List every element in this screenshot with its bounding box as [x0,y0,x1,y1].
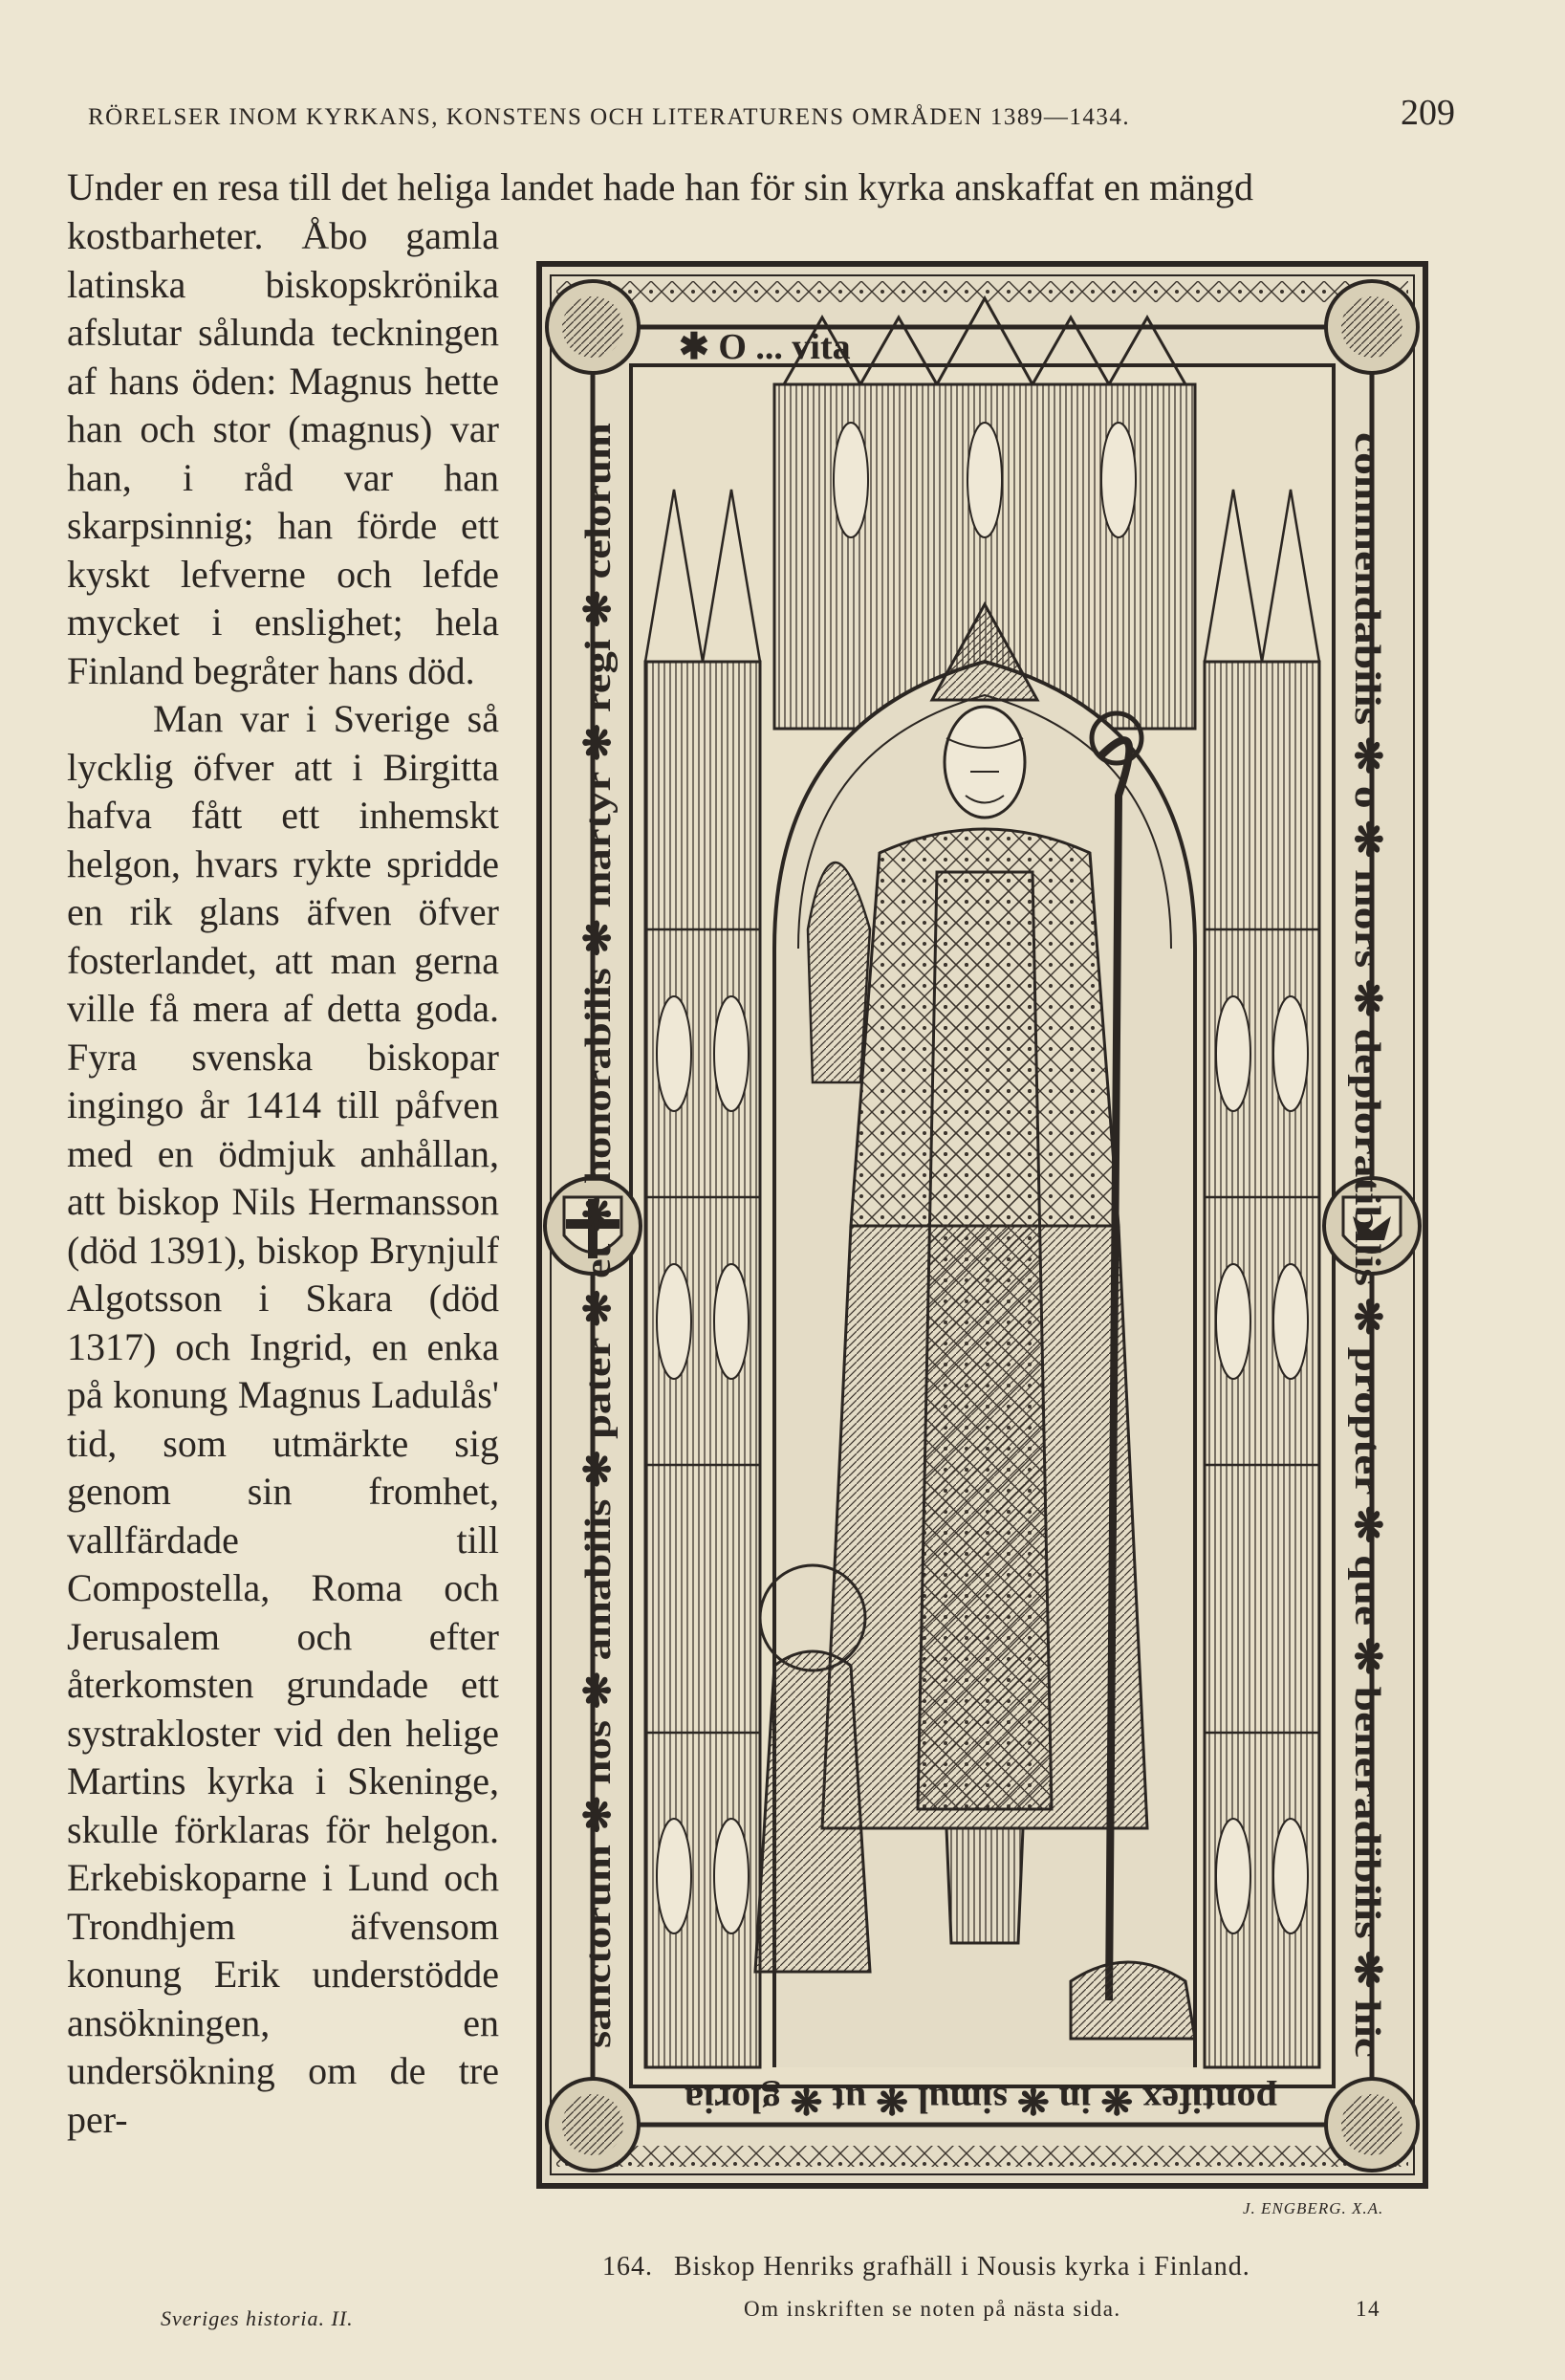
running-header [88,92,1455,134]
figure-caption-text: Biskop Henriks grafhäll i Nousis kyrka i Finland. [674,2252,1250,2282]
figure-caption [602,2252,1250,2282]
inscription-left: sanctorum ❋ nos ❋ amabilis ❋ pater ❋ et ❋ honorabilis ❋ martyr ❋ regi ❋ celorum [578,727,619,2048]
running-title: RÖRELSER INOM KYRKANS, KONSTENS OCH LITERATURENS OMRÅDEN 1389—1434. [88,104,1131,130]
text-column [67,212,499,2144]
inscription-bottom: pontifex ❋ in ❋ simul ❋ ut ❋ gloria [685,2080,1277,2120]
inscription-top: ✱ O ... vita [679,327,851,367]
signature-mark: 14 [1356,2297,1380,2321]
tomb-slab-engraving [535,260,1429,2211]
paragraph-1: kostbarheter. Åbo gamla latinska biskopskrönika afslutar sålunda teckningen af hans öden: Magnus hette han och stor (magnus) var han, i råd var han skarpsinnig; han förde ett kyskt lefverne och lefde mycket i enslighet; hela Finland begråter hans död. [67,214,499,692]
first-line: Under en resa till det heliga landet hade han för sin kyrka anskaffat en mängd [67,165,1254,208]
figure-subcaption [744,2297,1380,2322]
inscription-right: commendabilis ❋ o ❋ mors ❋ deploratibilis ❋ propter ❋ que ❋ beneradibilis ❋ hic [1347,432,1387,1733]
page-number: 209 [1401,93,1455,133]
engraving-illustration [535,260,1429,2211]
paragraph-2: Man var i Sverige så lycklig öfver att i Birgitta hafva fått ett inhemskt helgon, hvars rykte spridde en rik glans äfven öfver fosterlandet, att man gerna ville få mera af detta goda. Fyra svenska biskopar ingingo år 1414 till påfven med en ödmjuk anhållan, att biskop Nils Hermansson (död 1391), biskop Brynjulf Algotsson i Skara (död 1317) och Ingrid, en enka på konung Magnus Ladulås' tid, som utmärkte sig genom sin fromhet, vallfärdade till Compostella, Roma och Jerusalem och efter återkomsten grundade ett systrakloster vid den helige Martins kyrka i Skeninge, skulle förklaras för helgon. Erkebiskoparne i Lund och Trondhjem äfvensom konung Erik understödde ansökningen, en undersökning om de tre per- [67,697,499,2141]
figure-number: 164. [602,2252,653,2282]
footer-series: Sveriges historia. II. [161,2306,354,2330]
figure-subcaption-text: Om inskriften se noten på nästa sida. [744,2297,1121,2321]
engraver-credit: J. ENGBERG. X.A. [1243,2199,1384,2217]
